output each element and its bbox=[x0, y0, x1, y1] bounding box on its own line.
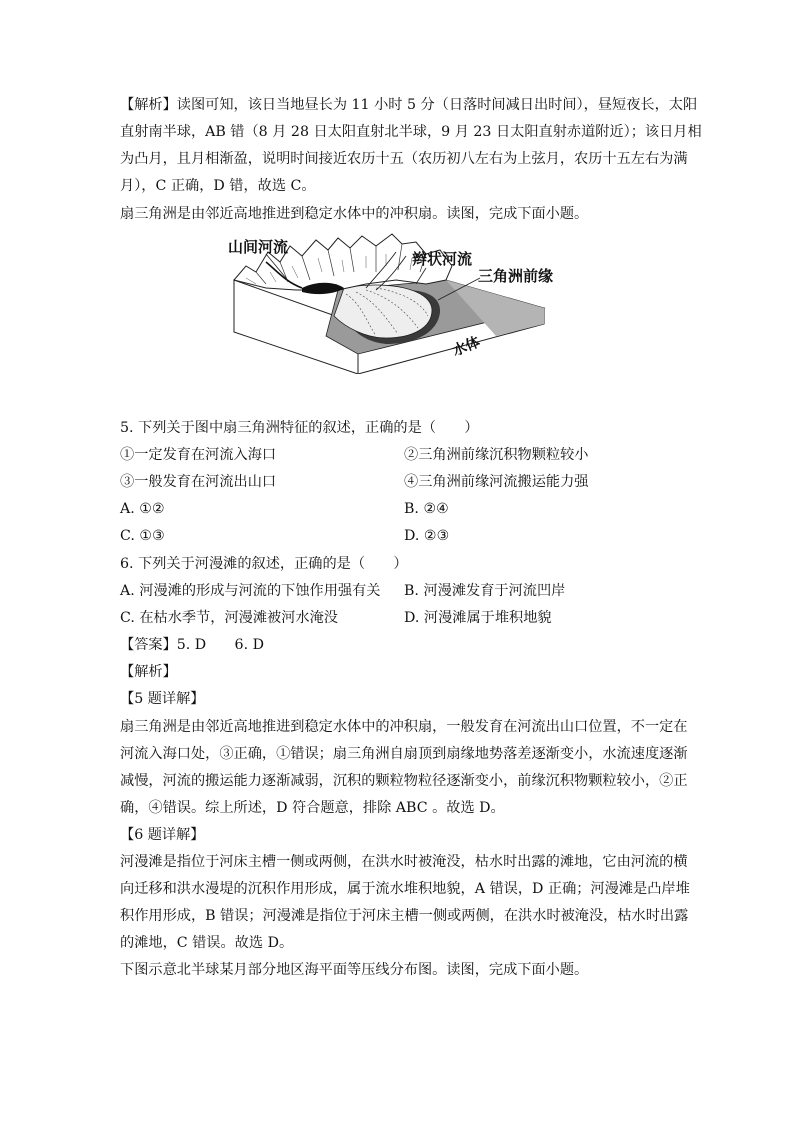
analysis-line-2: 直射南半球，AB 错（8 月 28 日太阳直射北半球，9 月 23 日太阳直射赤道附近）；该日月相 bbox=[120, 124, 702, 140]
label-braided-river: 辫状河流 bbox=[412, 250, 473, 268]
detail6-line-1: 河漫滩是指位于河床主槽一侧或两侧，在洪水时被淹没，枯水时出露的滩地，它由河流的横 bbox=[120, 854, 688, 870]
analysis-line-4: 月），C 正确，D 错，故选 C。 bbox=[120, 178, 316, 194]
label-water-body: 水体 bbox=[450, 334, 483, 360]
q5-statement-2: ②三角洲前缘沉积物颗粒较小 bbox=[404, 447, 589, 463]
detail5-line-3: 减慢，河流的搬运能力逐渐减弱，沉积的颗粒物粒径逐渐变小，前缘沉积物颗粒较小，②正 bbox=[120, 773, 688, 789]
q5-option-c: C. ①③ bbox=[120, 528, 165, 544]
q5-statement-4: ④三角洲前缘河流搬运能力强 bbox=[404, 474, 589, 490]
label-delta-front: 三角洲前缘 bbox=[478, 267, 554, 285]
detail6-heading: 【6 题详解】 bbox=[120, 827, 205, 843]
analysis-heading: 【解析】 bbox=[120, 664, 177, 680]
detail6-line-3: 积作用形成，B 错误；河漫滩是指位于河床主槽一侧或两侧，在洪水时被淹没，枯水时出露 bbox=[120, 908, 689, 924]
answer-line: 【答案】5. D 6. D bbox=[120, 637, 264, 653]
q5-statement-1: ①一定发育在河流入海口 bbox=[120, 447, 277, 463]
q6-option-d: D. 河漫滩属于堆积地貌 bbox=[404, 610, 552, 626]
detail5-heading: 【5 题详解】 bbox=[120, 691, 205, 707]
q6-option-b: B. 河漫滩发育于河流凹岸 bbox=[404, 583, 566, 599]
label-mountain-river: 山间河流 bbox=[228, 238, 289, 256]
q6-option-c: C. 在枯水季节，河漫滩被河水淹没 bbox=[120, 610, 338, 626]
analysis-line-1: 【解析】读图可知，该日当地昼长为 11 小时 5 分（日落时间减日出时间），昼短夜长，太阳 bbox=[120, 97, 698, 113]
q6-option-a: A. 河漫滩的形成与河流的下蚀作用强有关 bbox=[120, 583, 381, 599]
detail5-line-2: 河流入海口处，③正确，①错误；扇三角洲自扇顶到扇缘地势落差逐渐变小，水流速度逐渐 bbox=[120, 746, 688, 762]
q5-option-b: B. ②④ bbox=[404, 501, 449, 517]
question6-stem: 6. 下列关于河漫滩的叙述，正确的是（ ） bbox=[120, 556, 408, 572]
q5-option-a: A. ①② bbox=[120, 501, 165, 517]
intro-text: 扇三角洲是由邻近高地推进到稳定水体中的冲积扇。读图，完成下面小题。 bbox=[120, 206, 589, 222]
analysis-line-3: 为凸月，且月相渐盈，说明时间接近农历十五（农历初八左右为上弦月，农历十五左右为满 bbox=[120, 151, 688, 167]
detail5-line-1: 扇三角洲是由邻近高地推进到稳定水体中的冲积扇，一般发育在河流出山口位置，不一定在 bbox=[120, 719, 688, 735]
detail6-line-2: 向迁移和洪水漫堤的沉积作用形成，属于流水堆积地貌，A 错误，D 正确；河漫滩是凸岸堆 bbox=[120, 881, 690, 897]
q5-statement-3: ③一般发育在河流出山口 bbox=[120, 474, 277, 490]
detail5-line-4: 确，④错误。综上所述，D 符合题意，排除 ABC 。故选 D。 bbox=[120, 800, 505, 816]
closing-text: 下图示意北半球某月部分地区海平面等压线分布图。读图，完成下面小题。 bbox=[120, 962, 589, 978]
detail6-line-4: 的滩地，C 错误。故选 D。 bbox=[120, 935, 294, 951]
q5-option-d: D. ②③ bbox=[404, 528, 450, 544]
question5-stem: 5. 下列关于图中扇三角洲特征的叙述，正确的是（ ） bbox=[120, 420, 479, 436]
